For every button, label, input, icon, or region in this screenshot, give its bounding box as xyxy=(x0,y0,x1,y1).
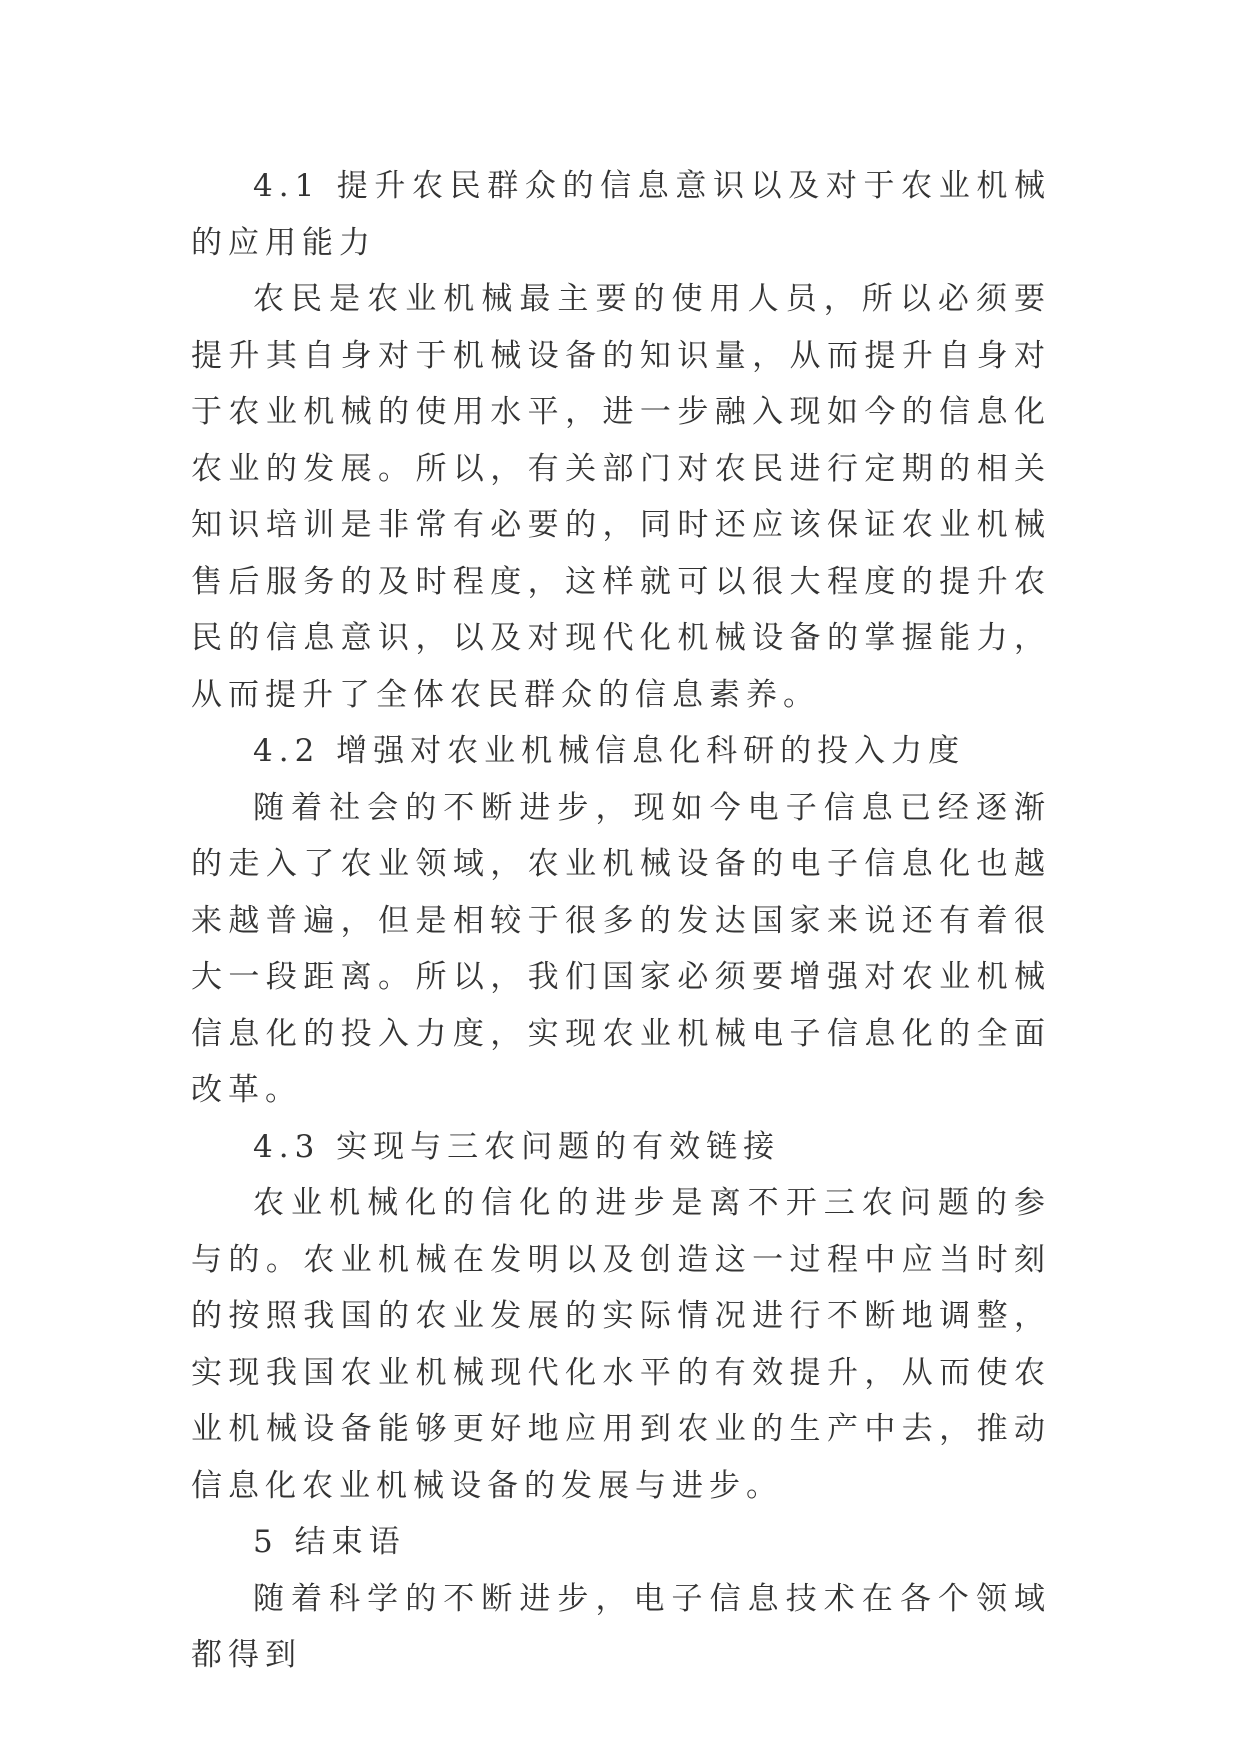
section-heading-4-1: 4.1 提升农民群众的信息意识以及对于农业机械的应用能力 xyxy=(191,168,1051,261)
paragraph-5: 随着科学的不断进步，电子信息技术在各个领域都得到 xyxy=(191,1580,1051,1673)
section-heading-4-2: 4.2 增强对农业机械信息化科研的投入力度 xyxy=(253,733,966,769)
document-body xyxy=(191,158,1051,1684)
paragraph-4-2: 随着社会的不断进步，现如今电子信息已经逐渐的走入了农业领域，农业机械设备的电子信息化也越来越普遍，但是相较于很多的发达国家来说还有着很大一段距离。所以，我们国家必须要增强对农业机械信息化的投入力度，实现农业机械电子信息化的全面改革。 xyxy=(191,789,1051,1108)
section-heading-5: 5 结束语 xyxy=(253,1524,406,1560)
section-heading-4-3: 4.3 实现与三农问题的有效链接 xyxy=(253,1128,781,1165)
paragraph-4-3: 农业机械化的信化的进步是离不开三农问题的参与的。农业机械在发明以及创造这一过程中应当时刻的按照我国的农业发展的实际情况进行不断地调整，实现我国农业机械现代化水平的有效提升，从而使农业机械设备能够更好地应用到农业的生产中去，推动信息化农业机械设备的发展与进步。 xyxy=(191,1185,1051,1504)
paragraph-4-1: 农民是农业机械最主要的使用人员，所以必须要提升其自身对于机械设备的知识量，从而提升自身对于农业机械的使用水平，进一步融入现如今的信息化农业的发展。所以，有关部门对农民进行定期的相关知识培训是非常有必要的，同时还应该保证农业机械售后服务的及时程度，这样就可以很大程度的提升农民的信息意识，以及对现代化机械设备的掌握能力，从而提升了全体农民群众的信息素养。 xyxy=(191,281,1051,713)
